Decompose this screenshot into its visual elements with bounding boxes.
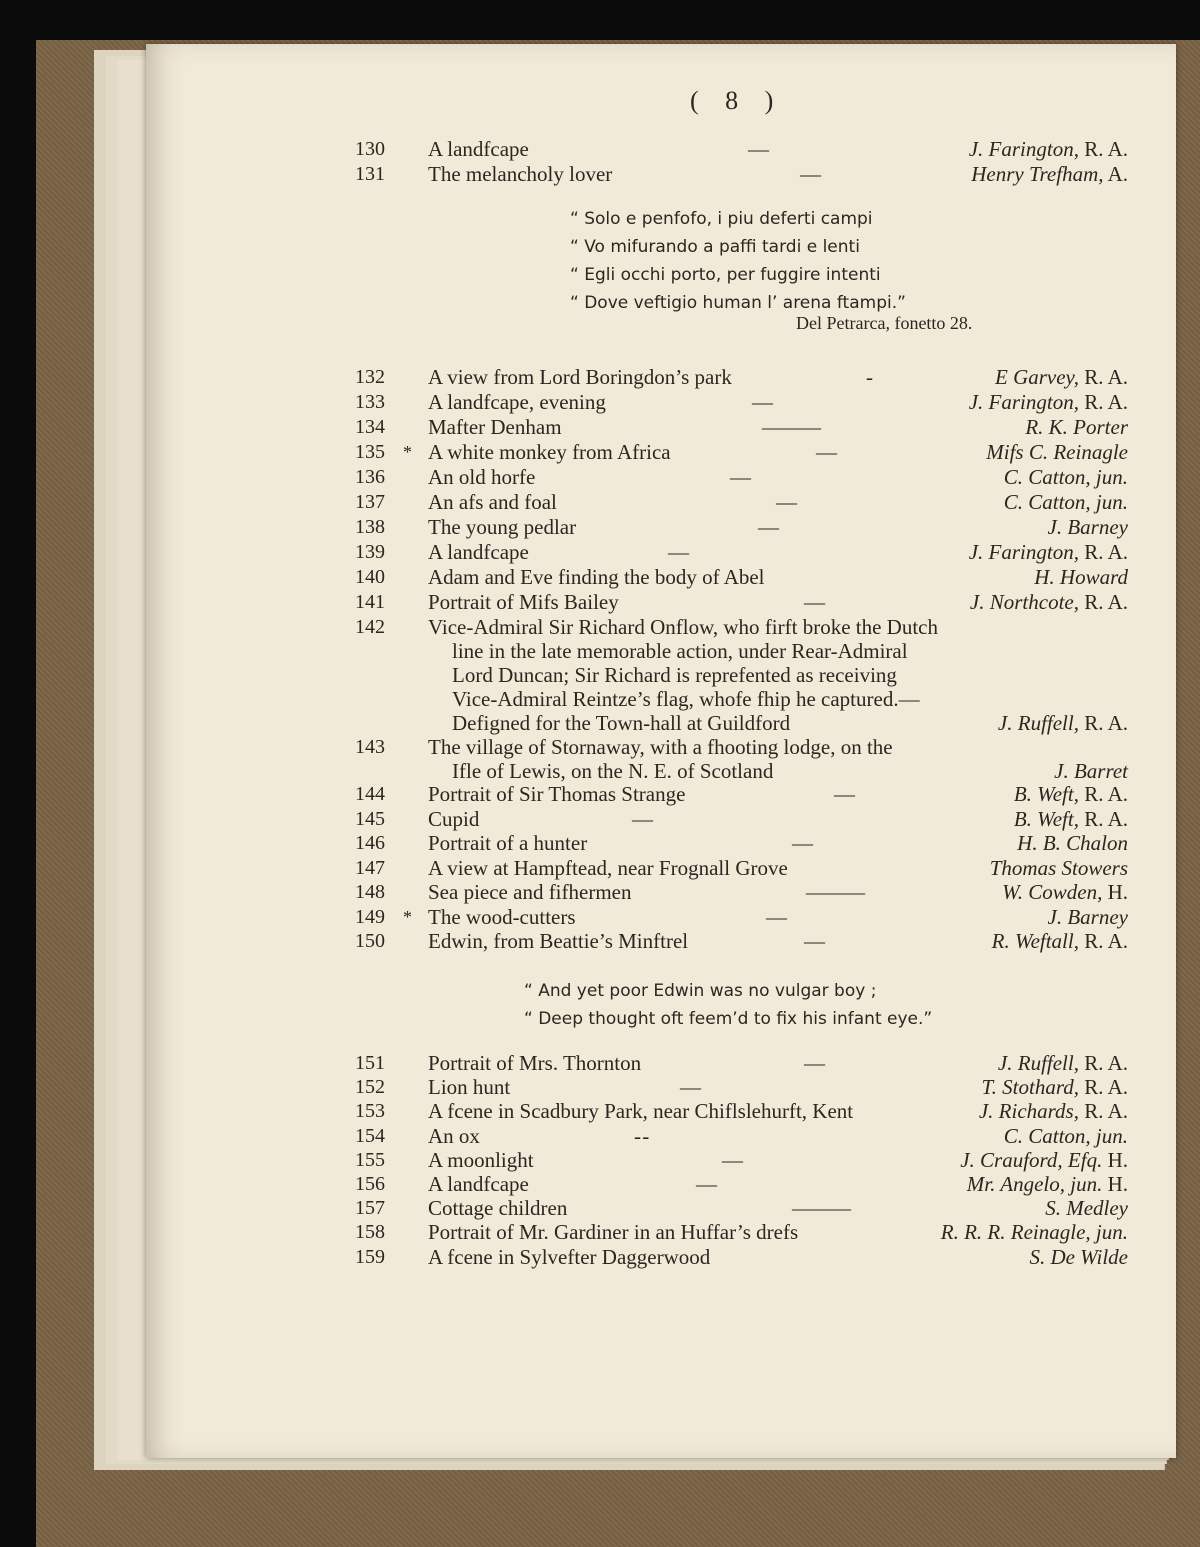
catalogue-entry [0, 564, 1200, 590]
dash-separator: — [776, 490, 795, 514]
artist-rank: R. A. [1078, 365, 1128, 389]
entry-number: 155 [355, 1148, 385, 1171]
entry-artist: H. Howard [1034, 565, 1128, 589]
verse-line: “ And yet poor Edwin was no vulgar boy ; [524, 981, 877, 1001]
entry-number: 151 [355, 1052, 385, 1074]
entry-number: 146 [355, 832, 385, 854]
artist-rank: R. A. [1078, 1051, 1128, 1075]
entry-number: 153 [355, 1100, 385, 1123]
entry-artist: J. Ruffell, R. A. [997, 711, 1128, 735]
entry-title: A view at Hampftead, near Frognall Grove [428, 855, 788, 880]
verse-attribution: Del Petrarca, fonetto 28. [796, 313, 973, 333]
entry-artist: J. Barney [1047, 904, 1128, 929]
artist-rank: R. A. [1078, 929, 1128, 953]
artist-rank: R. A. [1078, 137, 1128, 161]
entry-artist: Mr. Angelo, jun. H. [966, 1172, 1128, 1196]
entry-artist: J. Farington, R. A. [968, 137, 1128, 161]
artist-rank: A. [1103, 162, 1128, 186]
catalogue-entry [0, 806, 1200, 832]
entry-title: Portrait of Mrs. Thornton [428, 1051, 642, 1075]
catalogue-entry [0, 1171, 1200, 1197]
entry-artist: Henry Trefham, A. [971, 162, 1128, 186]
entry-number: 131 [355, 163, 385, 185]
entry-artist: C. Catton, jun. [1003, 1123, 1128, 1148]
entry-number: 142 [355, 616, 385, 638]
entry-number: 148 [355, 881, 385, 903]
dash-separator: ——— [792, 1196, 849, 1221]
entry-number: 145 [355, 807, 385, 830]
entry-title: Vice-Admiral Reintze’s flag, whofe fhip he captured.— [452, 687, 920, 711]
entry-title: A landfcape, evening [428, 390, 606, 414]
catalogue-entry [0, 1147, 1200, 1173]
catalogue-entry [0, 364, 1200, 390]
entry-title-line [0, 638, 1200, 664]
dash-separator: ——— [762, 415, 819, 439]
dash-separator: — [752, 390, 771, 414]
entry-title: Ifle of Lewis, on the N. E. of Scotland [452, 759, 774, 783]
entry-artist: R. R. R. Reinagle, jun. [940, 1220, 1128, 1245]
new-work-asterisk: * [403, 442, 412, 462]
entry-artist: R. Weftall, R. A. [991, 929, 1128, 953]
verse-line: “ Deep thought oft feem’d to fix his infant eye.” [524, 1009, 933, 1029]
catalogue-entry [0, 1098, 1200, 1124]
entry-number: 135 [355, 441, 385, 463]
entry-number: 157 [355, 1197, 385, 1220]
entry-artist: T. Stothard, R. A. [981, 1075, 1128, 1100]
dash-separator: — [804, 929, 823, 953]
artist-rank: R. A. [1078, 782, 1128, 806]
entry-artist: W. Cowden, H. [1002, 880, 1128, 904]
entry-number: 143 [355, 736, 385, 758]
dash-separator: — [766, 904, 785, 929]
entry-title: A moonlight [428, 1147, 534, 1172]
entry-number: 158 [355, 1221, 385, 1244]
verse-line: “ Dove veftigio human l’ arena ftampi.” [570, 293, 906, 313]
catalogue-entry [0, 589, 1200, 615]
artist-rank: R. A. [1078, 540, 1128, 564]
entry-title: Portrait of Sir Thomas Strange [428, 782, 686, 806]
new-work-asterisk: * [403, 906, 412, 927]
entry-number: 136 [355, 466, 385, 488]
entry-number: 130 [355, 138, 385, 160]
entry-title: A white monkey from Africa [428, 440, 671, 464]
entry-number: 156 [355, 1173, 385, 1195]
entry-title-line [0, 662, 1200, 688]
dash-separator: — [680, 1075, 699, 1100]
catalogue-entry [0, 1219, 1200, 1245]
dash-separator: ——— [806, 880, 863, 904]
catalogue-entry [0, 1123, 1200, 1149]
entry-number: 140 [355, 566, 385, 588]
entry-title: A fcene in Scadbury Park, near Chiflslehurft, Kent [428, 1099, 854, 1124]
dash-separator: — [632, 806, 651, 831]
entry-title: Lion hunt [428, 1075, 511, 1100]
entry-title: Vice-Admiral Sir Richard Onflow, who firft broke the Dutch [428, 615, 938, 639]
catalogue-entry [0, 489, 1200, 515]
dash-separator: — [668, 540, 687, 564]
entry-title: The village of Stornaway, with a fhooting lodge, on the [428, 735, 893, 759]
catalogue-entry [0, 1244, 1200, 1270]
entry-title: A view from Lord Boringdon’s park [428, 365, 732, 389]
entry-artist: Mifs C. Reinagle [986, 440, 1128, 464]
entry-artist-row [0, 710, 1200, 736]
entry-artist: S. De Wilde [1029, 1244, 1128, 1269]
entry-title: The melancholy lover [428, 162, 613, 186]
entry-title: The young pedlar [428, 515, 577, 539]
entry-artist: C. Catton, jun. [1003, 490, 1128, 514]
entry-title-line [0, 734, 1200, 760]
entry-title: Adam and Eve finding the body of Abel [428, 565, 765, 589]
artist-rank: R. A. [1078, 590, 1128, 614]
entry-artist: Thomas Stowers [989, 855, 1128, 880]
artist-rank: H. [1102, 1147, 1128, 1172]
catalogue-entry [0, 904, 1200, 930]
entry-title: Portrait of Mifs Bailey [428, 590, 619, 614]
dash-separator: - - [634, 1123, 648, 1148]
verse-line: “ Vo mifurando a paffi tardi e lenti [570, 237, 860, 257]
catalogue-entry [0, 1195, 1200, 1221]
entry-title: A landfcape [428, 540, 529, 564]
verse-line: “ Solo e penfofo, i piu deferti campi [570, 209, 873, 229]
entry-number: 137 [355, 491, 385, 513]
catalogue-entry [0, 830, 1200, 856]
entry-number: 159 [355, 1245, 385, 1268]
entry-title: Mafter Denham [428, 415, 562, 439]
page-number: ( 8 ) [690, 86, 784, 115]
entry-title: A fcene in Sylvefter Daggerwood [428, 1244, 711, 1269]
catalogue-entry [0, 136, 1200, 162]
entry-artist: B. Weft, R. A. [1013, 782, 1128, 806]
dash-separator: — [834, 782, 853, 806]
catalogue-entry [0, 928, 1200, 954]
catalogue-entry [0, 439, 1200, 465]
catalogue-entry [0, 414, 1200, 440]
entry-number: 132 [355, 366, 385, 388]
artist-rank: R. A. [1078, 711, 1128, 735]
catalogue-entry [0, 539, 1200, 565]
entry-number: 133 [355, 391, 385, 413]
entry-artist: J. Farington, R. A. [968, 390, 1128, 414]
entry-artist: E Garvey, R. A. [995, 365, 1128, 389]
artist-rank: R. A. [1078, 1075, 1128, 1100]
entry-title: Portrait of Mr. Gardiner in an Huffar’s drefs [428, 1220, 799, 1245]
entry-title: An old horfe [428, 465, 536, 489]
entry-title: Edwin, from Beattie’s Minftrel [428, 929, 689, 953]
dash-separator: — [748, 137, 767, 161]
catalogue-entry [0, 855, 1200, 881]
dash-separator: — [816, 440, 835, 464]
entry-number: 139 [355, 541, 385, 563]
entry-artist: J. Barney [1047, 515, 1128, 539]
entry-number: 141 [355, 591, 385, 613]
entry-number: 154 [355, 1124, 385, 1147]
entry-title: Defigned for the Town-hall at Guildford [452, 711, 791, 735]
entry-title: Cupid [428, 806, 480, 831]
dash-separator: — [804, 590, 823, 614]
dash-separator: — [696, 1172, 715, 1196]
dash-separator: — [730, 465, 749, 489]
catalogue-entry [0, 781, 1200, 807]
entry-artist: J. Crauford, Efq. H. [960, 1147, 1128, 1172]
entry-title: A landfcape [428, 1172, 529, 1196]
entry-artist: S. Medley [1045, 1196, 1128, 1221]
entry-title: line in the late memorable action, under Rear-Admiral [452, 639, 908, 663]
entry-artist: B. Weft, R. A. [1013, 806, 1128, 831]
catalogue-entry [0, 1050, 1200, 1076]
entry-title: The wood-cutters [428, 904, 576, 929]
catalogue-entry [0, 389, 1200, 415]
entry-title: An ox [428, 1123, 480, 1148]
artist-rank: R. A. [1078, 1099, 1128, 1124]
catalogue-entry [0, 514, 1200, 540]
entry-title: Portrait of a hunter [428, 831, 588, 855]
entry-title: An afs and foal [428, 490, 557, 514]
dash-separator: - [866, 365, 871, 389]
entry-title: A landfcape [428, 137, 529, 161]
artist-rank: R. A. [1078, 806, 1128, 831]
dash-separator: — [722, 1147, 741, 1172]
entry-title-line [0, 614, 1200, 640]
dash-separator: — [758, 515, 777, 539]
entry-artist: J. Richards, R. A. [978, 1099, 1128, 1124]
dash-separator: — [804, 1051, 823, 1075]
catalogue-entry [0, 161, 1200, 187]
catalogue-entry [0, 879, 1200, 905]
artist-rank: H. [1102, 1172, 1128, 1196]
entry-number: 147 [355, 856, 385, 879]
entry-number: 149 [355, 905, 385, 928]
entry-title-line [0, 686, 1200, 712]
entry-number: 144 [355, 783, 385, 805]
entry-artist: J. Northcote, R. A. [969, 590, 1128, 614]
dash-separator: — [792, 831, 811, 855]
entry-artist: J. Farington, R. A. [968, 540, 1128, 564]
entry-title: Lord Duncan; Sir Richard is reprefented as receiving [452, 663, 897, 687]
entry-number: 150 [355, 930, 385, 952]
artist-rank: R. A. [1078, 390, 1128, 414]
entry-title: Cottage children [428, 1196, 568, 1221]
dash-separator: — [800, 162, 819, 186]
entry-artist: J. Barret [1054, 759, 1128, 783]
entry-title: Sea piece and fifhermen [428, 880, 632, 904]
entry-artist: J. Ruffell, R. A. [997, 1051, 1128, 1075]
entry-artist: R. K. Porter [1025, 415, 1128, 439]
artist-rank: H. [1102, 880, 1128, 904]
entry-artist: H. B. Chalon [1017, 831, 1128, 855]
entry-number: 138 [355, 516, 385, 538]
catalogue-entry [0, 464, 1200, 490]
entry-number: 152 [355, 1076, 385, 1099]
verse-line: “ Egli occhi porto, per fuggire intenti [570, 265, 881, 285]
entry-number: 134 [355, 416, 385, 438]
catalogue-entry [0, 1074, 1200, 1100]
entry-artist: C. Catton, jun. [1003, 465, 1128, 489]
